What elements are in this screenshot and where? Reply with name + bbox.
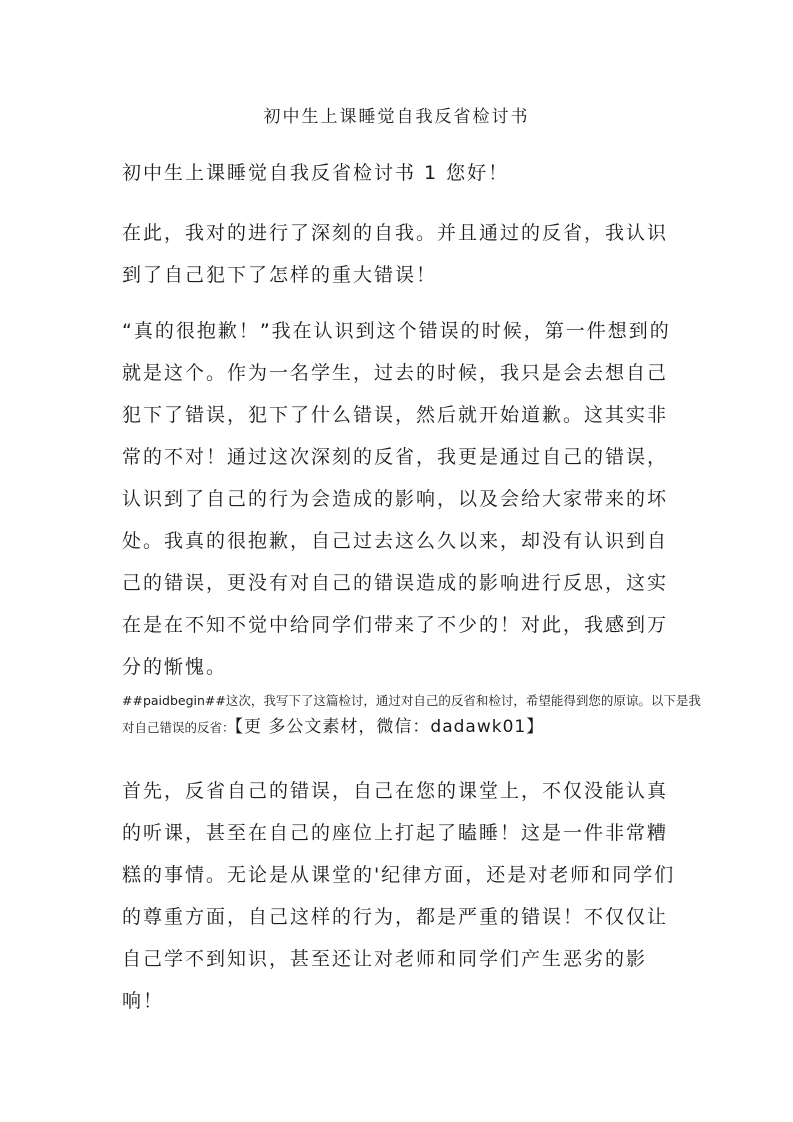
paragraph-reflection: 首先，反省自己的错误，自己在您的课堂上，不仅没能认真的听课，甚至在自己的座位上打起了瞌睡！这是一件非常糟糕的事情。无论是从课堂的'纪律方面，还是对老师和同学们的尊重方面，自己这样的行为，都是严重的错误！不仅仅让自己学不到知识，甚至还让对老师和同学们产生恶劣的影响！ xyxy=(122,780,676,1012)
paragraph-note xyxy=(122,687,702,741)
paragraph-apology: “真的很抱歉！”我在认识到这个错误的时候，第一件想到的就是这个。作为一名学生，过去的时候，我只是会去想自己犯下了错误，犯下了什么错误，然后就开始道歉。这其实非常的不对！通过这次深刻的反省，我更是通过自己的错误，认识到了自己的行为会造成的影响，以及会给大家带来的坏处。我真的很抱歉，自己过去这么久以来，却没有认识到自己的错误，更没有对自己的错误造成的影响进行反思，这实在是在不知不觉中给同学们带来了不少的！对此，我感到万分的惭愧。 xyxy=(122,320,671,678)
paragraph-intro: 在此，我对的进行了深刻的自我。并且通过的反省，我认识到了自己犯下了怎样的重大错误！ xyxy=(122,222,669,286)
paragraph-greeting: 初中生上课睡觉自我反省检讨书 1 您好！ xyxy=(122,162,510,184)
note-text: ##paidbegin##这次，我写下了这篇检讨，通过对自己的反省和检讨，希望能得到您的原谅。以下是我对自己错误的反省： xyxy=(122,693,701,735)
note-contact: 【更 多公文素材，微信：dadawk01】 xyxy=(234,717,545,737)
document-title: 初中生上课睡觉自我反省检讨书 xyxy=(263,107,530,127)
